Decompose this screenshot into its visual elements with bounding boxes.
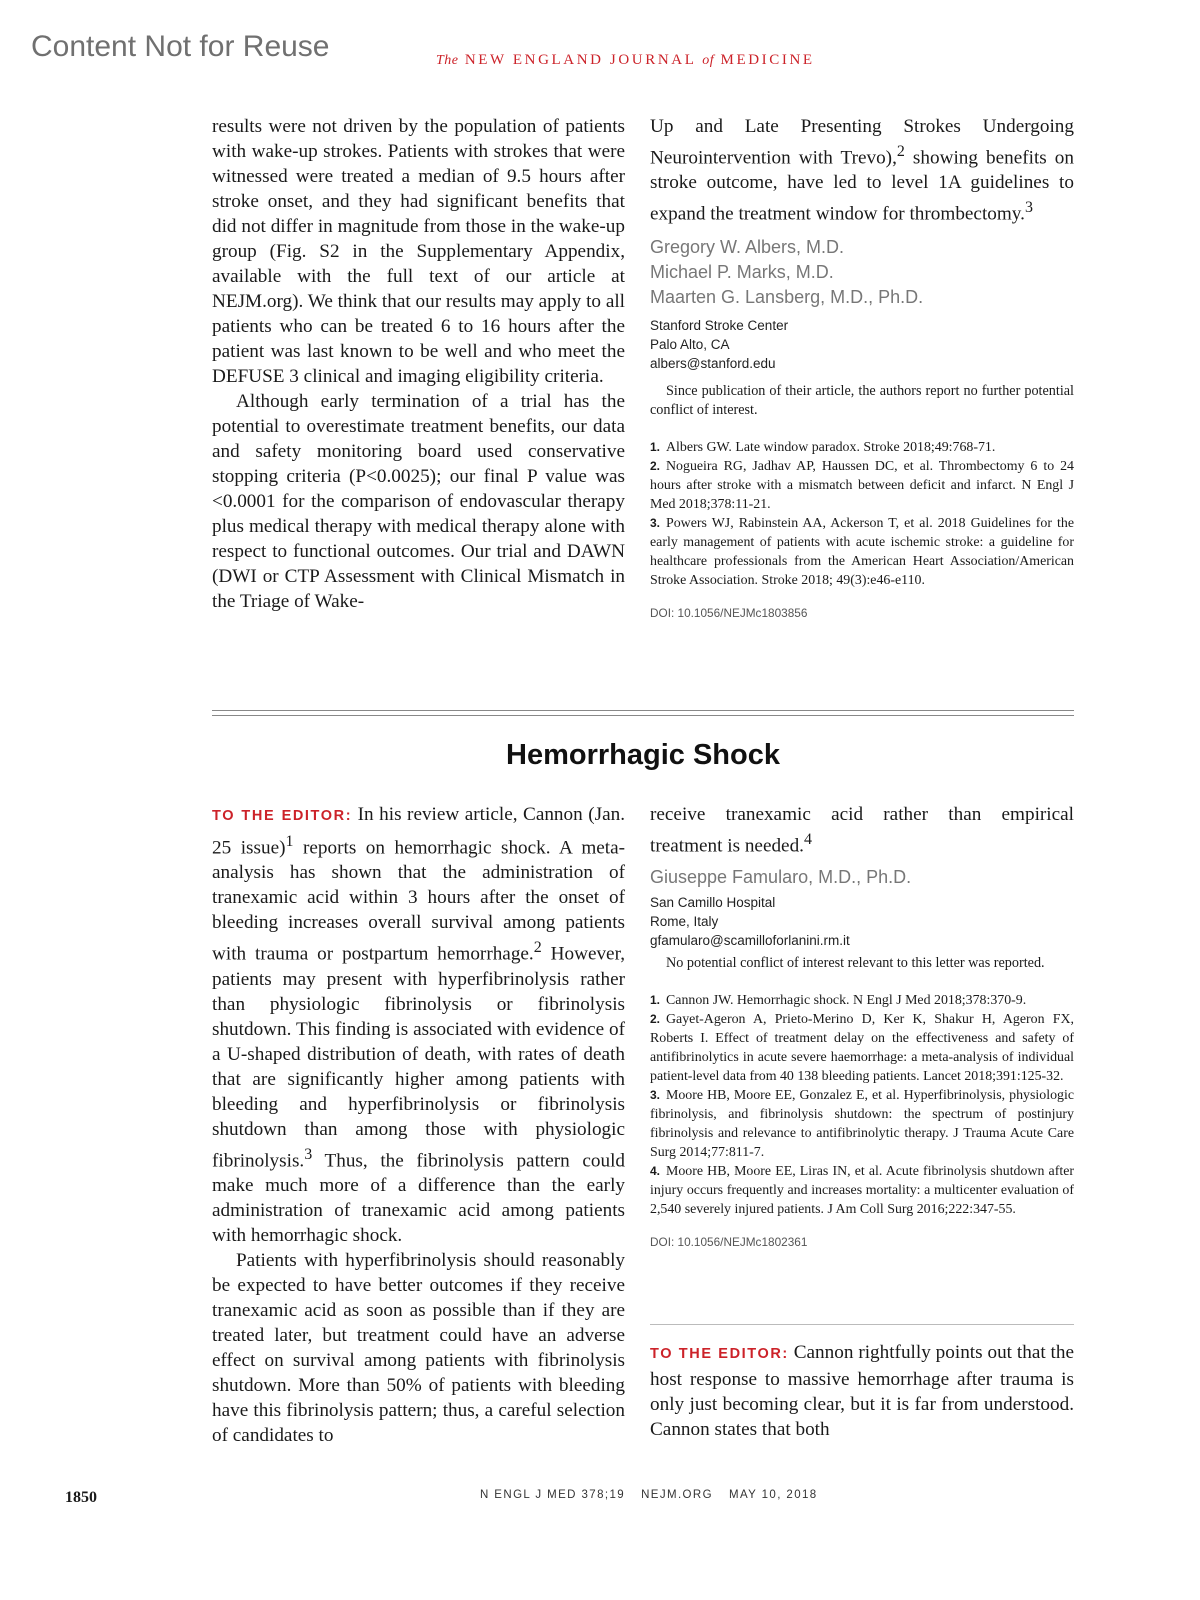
journal-title [436, 52, 815, 69]
reference-item: 3. Powers WJ, Rabinstein AA, Ackerson T, et al. 2018 Guidelines for the early management of patients with acute ischemic stroke: a guideline for healthcare professionals from the American Heart Association/American Stroke Association. Stroke 2018; 49(3):e46-e110. [650, 515, 1074, 588]
section-divider [212, 715, 1074, 716]
journal-name-part2: MEDICINE [720, 52, 815, 68]
footer-date: MAY 10, 2018 [728, 1489, 818, 1501]
letter2-paragraph: Patients with hyperfibrinolysis should reasonably be expected to have better outcomes if they receive tranexamic acid as soon as possible than if they are treated later, but treatment could have an adverse effect on survival among patients with fibrinolysis shutdown. More than 50% of patients with bleeding have this fibrinolysis pattern; thus, a careful selection of candidates to [212, 1250, 625, 1447]
author-name: Gregory W. Albers, M.D. [650, 236, 845, 257]
letter2-left-column [212, 802, 625, 1448]
section-divider [212, 710, 1074, 711]
letter2-continuation: receive tranexamic acid rather than empirical treatment is needed.$^4$ [650, 804, 1074, 857]
citation-marker: 3 [1024, 199, 1033, 217]
reference-item: 4. Moore HB, Moore EE, Liras IN, et al. Acute fibrinolysis shutdown after injury occurs frequently and increases mortality: a multicenter evaluation of 2,540 severely injured patients. J Am Coll Surg 2016;222:347-55. [650, 1164, 1074, 1218]
affiliation-line: San Camillo Hospital [650, 895, 776, 911]
citation-marker: 3 [304, 1145, 313, 1163]
affiliation-line: Stanford Stroke Center [650, 317, 789, 333]
to-the-editor-label: TO THE EDITOR: [650, 1346, 789, 1362]
footer-website[interactable]: NEJM.ORG [641, 1489, 713, 1501]
letter1-authors [650, 235, 1074, 310]
footer-citation [480, 1489, 834, 1501]
citation-marker: 1 [285, 833, 294, 850]
disclosure: No potential conflict of interest relevant to this letter was reported. [666, 955, 1045, 972]
letter3-column [650, 1340, 1074, 1442]
citation-marker: 2 [896, 143, 905, 160]
letter1-right-column [650, 114, 1074, 620]
reference-item: 2. Gayet-Ageron A, Prieto-Merino D, Ker K, Shakur H, Ageron FX, Roberts I. Effect of treatment delay on the effectiveness and safety of antifibrinolytics in acute severe haemorrhage: a meta-analysis of individual patient-level data from 40 138 bleeding patients. Lancet 2018;391:125-32. [650, 1012, 1074, 1085]
affiliation-line: Palo Alto, CA [650, 336, 730, 352]
footer-journal-abbrev: N ENGL J MED 378;19 [480, 1489, 626, 1501]
letter3-paragraph: TO THE EDITOR: Cannon rightfully points out that the host response to massive hemorrhage after trauma is only just becoming clear, but it is far from understood. Cannon states that both [650, 1342, 1074, 1440]
reference-list [650, 438, 1074, 590]
reference-item: 2. Nogueira RG, Jadhav AP, Haussen DC, et al. Thrombectomy 6 to 24 hours after stroke with a mismatch between deficit and infarct. N Engl J Med 2018;378:11-21. [650, 458, 1074, 512]
citation-marker: 2 [533, 939, 542, 957]
letter2-paragraph: TO THE EDITOR: In his review article, Cannon (Jan. 25 issue)$^1$ reports on hemorrhagic shock. A meta-analysis has shown that the administration of tranexamic acid within 3 hours after the onset of bleeding increases overall survival among patients with trauma or postpartum hemorrhage.$^2$ However, patients may present with hyperfibrinolysis rather than physiologic fibrinolysis or fibrinolysis shutdown. This finding is associated with evidence of a U-shaped distribution of death, with rates of death that are significantly higher among patients with bleeding and hyperfibrinolysis or fibrinolysis shutdown than among those with physiologic fibrinolysis.$^3$ Thus, the fibrinolysis pattern could make much more of a difference than the early administration of tranexamic acid among patients with hemorrhagic shock. [212, 804, 626, 1247]
letter1-paragraph: results were not driven by the population of patients with wake-up strokes. Patients with strokes that were witnessed were treated a median of 9.5 hours after stroke onset, and they had significant benefits that did not differ in magnitude from those in the wake-up group (Fig. S2 in the Supplementary Appendix, available with the full text of our article at NEJM.org). We think that our results may apply to all patients who can be treated 6 to 16 hours after the patient was last known to be well and who meet the DEFUSE 3 clinical and imaging eligibility criteria. [212, 116, 625, 387]
journal-name-part1: NEW ENGLAND JOURNAL [464, 52, 696, 68]
section-heading: Hemorrhagic Shock [506, 739, 780, 771]
journal-the: The [436, 53, 459, 68]
letter1-left-column [212, 114, 625, 614]
journal-of: of [702, 53, 715, 68]
doi-link[interactable]: DOI: 10.1056/NEJMc1803856 [650, 605, 808, 620]
author-email-link[interactable]: gfamularo@scamilloforlanini.rm.it [650, 933, 850, 949]
letter1-affiliation [650, 316, 1074, 373]
reference-item: 3. Moore HB, Moore EE, Gonzalez E, et al. Hyperfibrinolysis, physiologic fibrinolysis, and fibrinolysis shutdown: the spectrum of postinjury fibrinolysis and relevance to antifibrinolytic therapy. J Trauma Acute Care Surg 2014;77:811-7. [650, 1088, 1074, 1161]
reference-item: 1. Cannon JW. Hemorrhagic shock. N Engl J Med 2018;378:370-9. [650, 993, 1027, 1009]
affiliation-line: Rome, Italy [650, 914, 719, 930]
author-name: Maarten G. Lansberg, M.D., Ph.D. [650, 286, 924, 307]
reference-list [650, 991, 1074, 1219]
citation-marker: 4 [803, 831, 812, 848]
letter1-paragraph: Although early termination of a trial has the potential to overestimate treatment benefits, our data and safety monitoring board used conservative stopping criteria (P<0.0025); our final P value was <0.0001 for the comparison of endovascular therapy plus medical therapy with medical therapy alone with respect to functional outcomes. Our trial and DAWN (DWI or CTP Assessment with Clinical Mismatch in the Triage of Wake- [212, 391, 625, 612]
disclosure: Since publication of their article, the authors report no further potential conflict of interest. [650, 382, 1074, 418]
letter2-affiliation [650, 893, 1074, 950]
to-the-editor-label: TO THE EDITOR: [212, 808, 353, 824]
watermark: Content Not for Reuse [31, 30, 330, 63]
author-name: Michael P. Marks, M.D. [650, 261, 834, 282]
letter1-continuation: Up and Late Presenting Strokes Undergoing Neurointervention with Trevo),$^2$ showing benefits on stroke outcome, have led to level 1A guidelines to expand the treatment window for thrombectomy.$^3$ [650, 116, 1074, 225]
author-name: Giuseppe Famularo, M.D., Ph.D. [650, 867, 912, 888]
page-number: 1850 [65, 1489, 97, 1506]
doi-link[interactable]: DOI: 10.1056/NEJMc1802361 [650, 1235, 808, 1250]
reference-item: 1. Albers GW. Late window paradox. Stroke 2018;49:768-71. [650, 439, 996, 455]
letter2-right-column [650, 802, 1074, 1249]
letter-divider [650, 1324, 1074, 1325]
author-email-link[interactable]: albers@stanford.edu [650, 355, 776, 371]
